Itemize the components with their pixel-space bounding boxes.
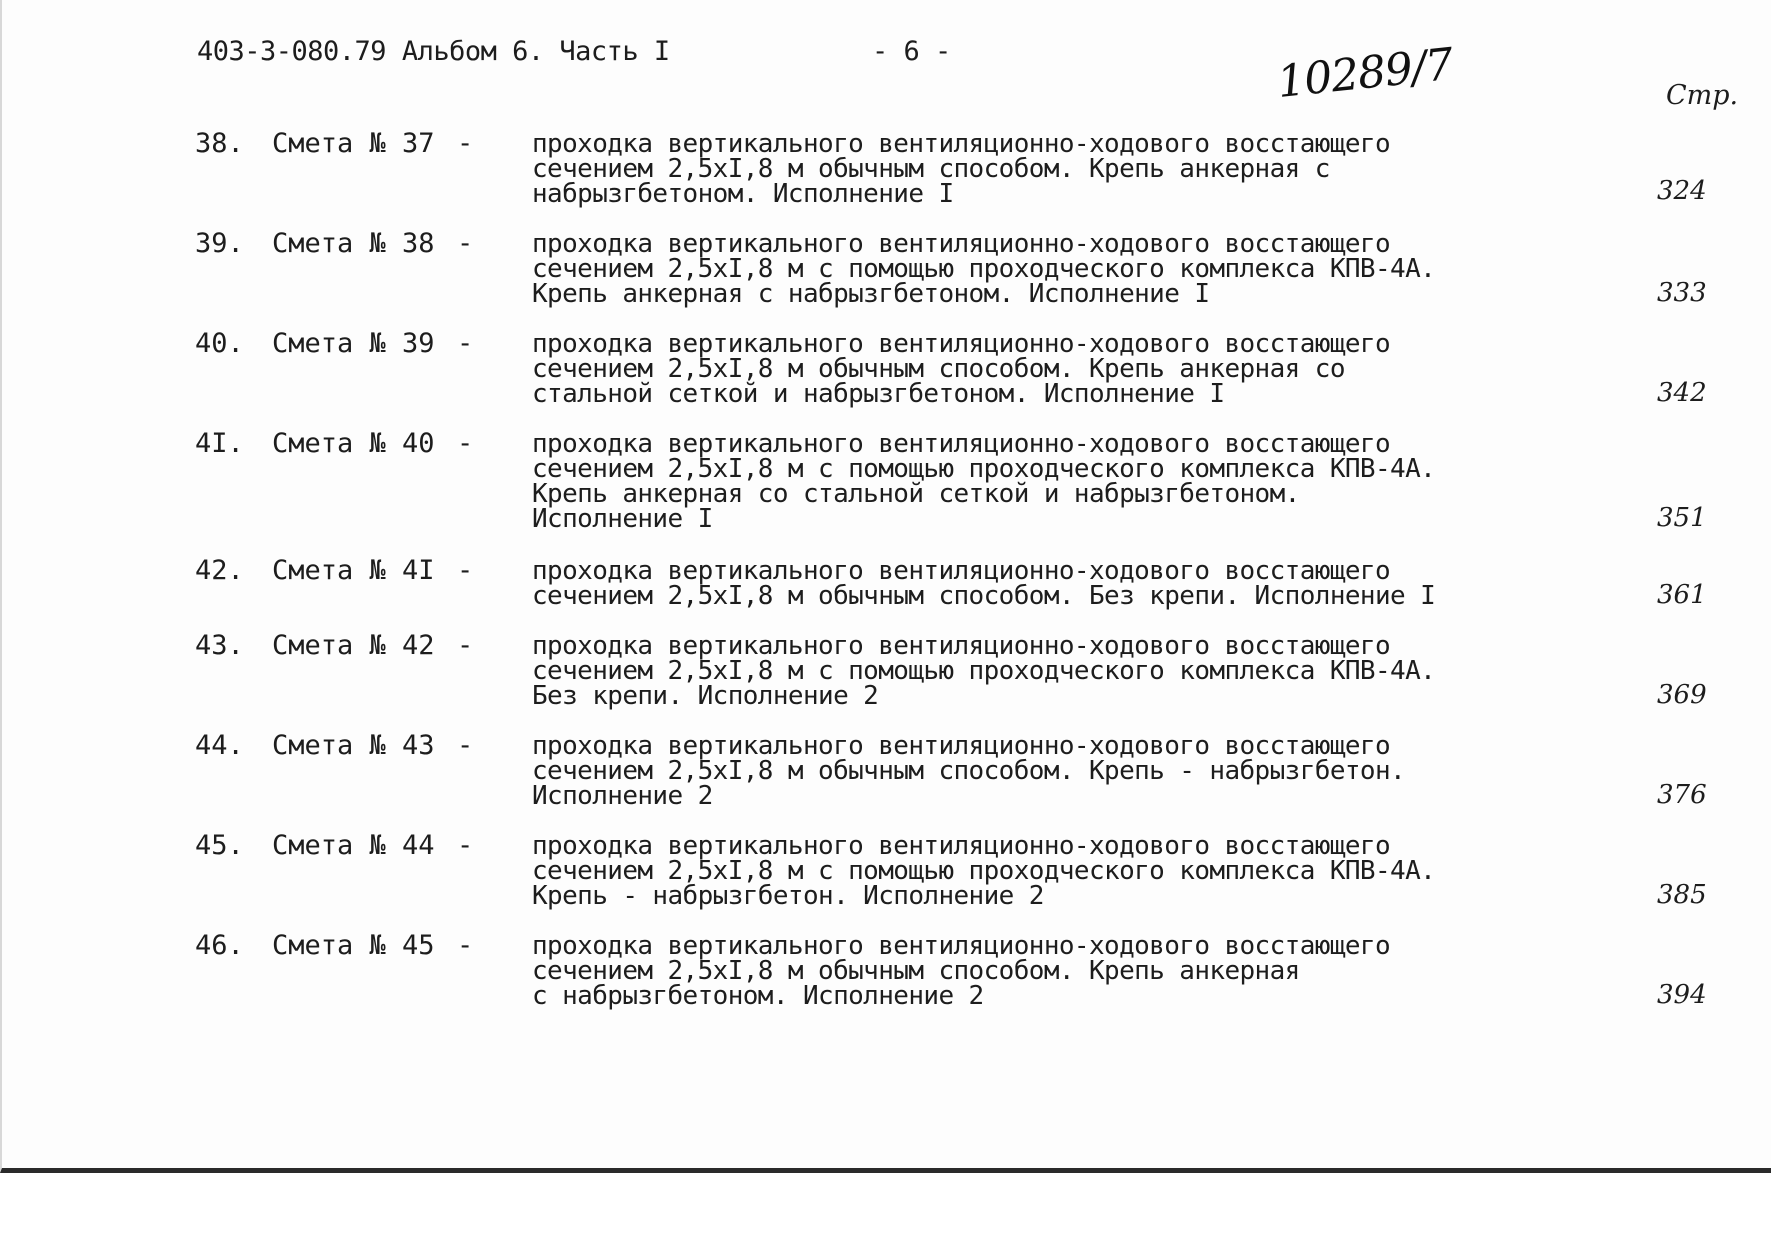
estimate-label: Смета № 39 — [272, 328, 435, 359]
description-line: проходка вертикального вентиляционно-ходового восстающего — [532, 329, 1391, 359]
description-line: Крепь анкерная со стальной сеткой и набрызгбетоном. — [532, 479, 1300, 509]
document-code: 403-3-080.79 Альбом 6. Часть I — [197, 36, 670, 67]
estimate-label: Смета № 44 — [272, 830, 435, 861]
description-line: набрызгбетоном. Исполнение I — [532, 179, 954, 209]
estimate-label: Смета № 38 — [272, 228, 435, 259]
description-line: сечением 2,5хI,8 м обычным способом. Крепь анкерная с — [532, 154, 1330, 184]
description-line: проходка вертикального вентиляционно-ходового восстающего — [532, 831, 1391, 861]
description-line: проходка вертикального вентиляционно-ходового восстающего — [532, 429, 1391, 459]
entry-description — [532, 831, 1436, 911]
page-reference: 376 — [1657, 780, 1707, 810]
entry-description — [532, 229, 1436, 309]
entry-description — [532, 556, 1436, 611]
entry-description — [532, 329, 1391, 409]
entry-number: 4I. — [195, 428, 244, 459]
entry-number: 42. — [195, 555, 244, 586]
entry-description — [532, 429, 1436, 534]
entry-dash: - — [457, 128, 474, 159]
description-line: с набрызгбетоном. Исполнение 2 — [532, 981, 984, 1011]
description-line: Крепь - набрызгбетон. Исполнение 2 — [532, 881, 1044, 911]
page-reference: 333 — [1657, 278, 1707, 308]
entry-dash: - — [457, 830, 474, 861]
entry-dash: - — [457, 930, 474, 961]
estimate-label: Смета № 40 — [272, 428, 435, 459]
page-reference: 324 — [1657, 176, 1707, 206]
description-line: проходка вертикального вентиляционно-ходового восстающего — [532, 229, 1391, 259]
page-reference: 342 — [1657, 378, 1707, 408]
page-reference: 369 — [1657, 680, 1707, 710]
page-number: - 6 - — [872, 36, 951, 67]
description-line: проходка вертикального вентиляционно-ходового восстающего — [532, 556, 1391, 586]
entry-dash: - — [457, 555, 474, 586]
entry-number: 43. — [195, 630, 244, 661]
entry-description — [532, 731, 1406, 811]
description-line: проходка вертикального вентиляционно-ходового восстающего — [532, 931, 1391, 961]
page-column-label: Стр. — [1666, 80, 1739, 111]
estimate-label: Смета № 43 — [272, 730, 435, 761]
estimate-label: Смета № 45 — [272, 930, 435, 961]
description-line: Исполнение I — [532, 504, 713, 534]
entry-number: 46. — [195, 930, 244, 961]
entry-description — [532, 129, 1391, 209]
page-reference: 351 — [1657, 503, 1707, 533]
description-line: сечением 2,5хI,8 м обычным способом. Без крепи. Исполнение I — [532, 581, 1436, 611]
description-line: проходка вертикального вентиляционно-ходового восстающего — [532, 631, 1391, 661]
description-line: Без крепи. Исполнение 2 — [532, 681, 879, 711]
description-line: сечением 2,5хI,8 м обычным способом. Крепь - набрызгбетон. — [532, 756, 1406, 786]
entry-number: 38. — [195, 128, 244, 159]
entry-number: 45. — [195, 830, 244, 861]
description-line: сечением 2,5хI,8 м с помощью проходческого комплекса КПВ-4А. — [532, 656, 1436, 686]
description-line: Исполнение 2 — [532, 781, 713, 811]
description-line: сечением 2,5хI,8 м с помощью проходческого комплекса КПВ-4А. — [532, 254, 1436, 284]
description-line: сечением 2,5хI,8 м обычным способом. Крепь анкерная — [532, 956, 1300, 986]
entry-description — [532, 931, 1391, 1011]
estimate-label: Смета № 42 — [272, 630, 435, 661]
description-line: сечением 2,5хI,8 м с помощью проходческого комплекса КПВ-4А. — [532, 856, 1436, 886]
handwritten-number: 10289/7 — [1274, 38, 1455, 109]
entry-dash: - — [457, 630, 474, 661]
estimate-label: Смета № 37 — [272, 128, 435, 159]
description-line: сечением 2,5хI,8 м с помощью проходческого комплекса КПВ-4А. — [532, 454, 1436, 484]
entry-dash: - — [457, 328, 474, 359]
entry-number: 40. — [195, 328, 244, 359]
estimate-label: Смета № 4I — [272, 555, 435, 586]
page-reference: 385 — [1657, 880, 1707, 910]
page-reference: 361 — [1657, 580, 1707, 610]
page-reference: 394 — [1657, 980, 1707, 1010]
entry-dash: - — [457, 428, 474, 459]
description-line: Крепь анкерная с набрызгбетоном. Исполнение I — [532, 279, 1210, 309]
entry-number: 39. — [195, 228, 244, 259]
description-line: проходка вертикального вентиляционно-ходового восстающего — [532, 129, 1391, 159]
description-line: стальной сеткой и набрызгбетоном. Исполнение I — [532, 379, 1225, 409]
entry-dash: - — [457, 730, 474, 761]
entry-number: 44. — [195, 730, 244, 761]
entry-description — [532, 631, 1436, 711]
entry-dash: - — [457, 228, 474, 259]
description-line: проходка вертикального вентиляционно-ходового восстающего — [532, 731, 1391, 761]
description-line: сечением 2,5хI,8 м обычным способом. Крепь анкерная со — [532, 354, 1345, 384]
